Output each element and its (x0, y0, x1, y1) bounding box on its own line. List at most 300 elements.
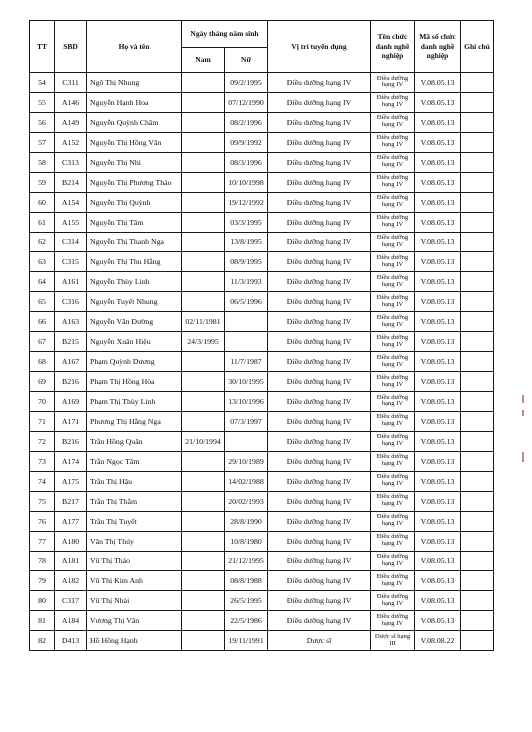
row-birth-female: 13/8/1995 (225, 232, 268, 252)
row-position: Điều dưỡng hạng IV (268, 551, 371, 571)
row-sbd: D413 (55, 631, 87, 651)
row-note (461, 611, 494, 631)
row-code: V.08.05.13 (415, 112, 461, 132)
row-code: V.08.05.13 (415, 272, 461, 292)
row-code: V.08.05.13 (415, 92, 461, 112)
row-note (461, 292, 494, 312)
table-row (30, 132, 494, 152)
row-sbd: A146 (55, 92, 87, 112)
row-code: V.08.05.13 (415, 491, 461, 511)
row-code: V.08.05.13 (415, 332, 461, 352)
row-sbd: C315 (55, 252, 87, 272)
row-birth-female: 19/11/1991 (225, 631, 268, 651)
row-title: Điều dưỡng hạng IV (371, 152, 415, 172)
row-position: Điều dưỡng hạng IV (268, 272, 371, 292)
table-row (30, 352, 494, 372)
table-row (30, 471, 494, 491)
table-row (30, 531, 494, 551)
col-header-tt: TT (30, 21, 55, 73)
table-row (30, 332, 494, 352)
row-birth-female: 07/3/1997 (225, 411, 268, 431)
row-title: Điều dưỡng hạng IV (371, 332, 415, 352)
row-tt: 57 (30, 132, 55, 152)
row-name: Phương Thị Hằng Nga (87, 411, 182, 431)
row-title: Điều dưỡng hạng IV (371, 431, 415, 451)
row-birth-male (182, 172, 225, 192)
row-title: Điều dưỡng hạng IV (371, 471, 415, 491)
row-title: Điều dưỡng hạng IV (371, 591, 415, 611)
row-position: Điều dưỡng hạng IV (268, 352, 371, 372)
row-title: Điều dưỡng hạng IV (371, 531, 415, 551)
row-birth-female: 26/5/1995 (225, 591, 268, 611)
table-row (30, 392, 494, 412)
row-position: Điều dưỡng hạng IV (268, 192, 371, 212)
row-code: V.08.05.13 (415, 352, 461, 372)
row-code: V.08.05.13 (415, 591, 461, 611)
col-header-code: Mã số chức danh nghề nghiệp (415, 21, 461, 73)
row-birth-female: 06/5/1996 (225, 292, 268, 312)
col-header-note: Ghi chú (461, 21, 494, 73)
row-birth-female: 14/02/1988 (225, 471, 268, 491)
row-position: Điều dưỡng hạng IV (268, 531, 371, 551)
row-tt: 60 (30, 192, 55, 212)
row-birth-male (182, 132, 225, 152)
row-birth-male (182, 352, 225, 372)
row-note (461, 631, 494, 651)
row-note (461, 232, 494, 252)
row-note (461, 352, 494, 372)
row-birth-male (182, 591, 225, 611)
row-position: Điều dưỡng hạng IV (268, 252, 371, 272)
table-row (30, 312, 494, 332)
row-name: Trần Thị Tuyết (87, 511, 182, 531)
row-position: Điều dưỡng hạng IV (268, 571, 371, 591)
row-note (461, 212, 494, 232)
row-position: Điều dưỡng hạng IV (268, 392, 371, 412)
col-header-male: Nam (182, 48, 225, 73)
row-position: Điều dưỡng hạng IV (268, 292, 371, 312)
row-name: Nguyễn Văn Đường (87, 312, 182, 332)
row-title: Điều dưỡng hạng IV (371, 451, 415, 471)
scan-edge-mark (522, 410, 524, 416)
row-birth-female: 08/2/1996 (225, 112, 268, 132)
table-row (30, 451, 494, 471)
row-tt: 74 (30, 471, 55, 491)
row-birth-male (182, 152, 225, 172)
table-row (30, 511, 494, 531)
row-tt: 68 (30, 352, 55, 372)
row-name: Trần Thị Thắm (87, 491, 182, 511)
row-birth-female: 21/12/1995 (225, 551, 268, 571)
row-position: Điều dưỡng hạng IV (268, 232, 371, 252)
row-sbd: A171 (55, 411, 87, 431)
row-sbd: C317 (55, 591, 87, 611)
row-birth-male (182, 611, 225, 631)
row-note (461, 411, 494, 431)
row-name: Nguyễn Tuyết Nhung (87, 292, 182, 312)
row-note (461, 73, 494, 93)
row-code: V.08.05.13 (415, 372, 461, 392)
row-title: Điều dưỡng hạng IV (371, 272, 415, 292)
row-birth-female: 20/02/1993 (225, 491, 268, 511)
table-row (30, 431, 494, 451)
row-birth-female: 10/10/1998 (225, 172, 268, 192)
row-note (461, 431, 494, 451)
row-note (461, 531, 494, 551)
row-note (461, 591, 494, 611)
table-row (30, 591, 494, 611)
row-birth-male (182, 92, 225, 112)
row-birth-male (182, 252, 225, 272)
row-name: Nguyễn Xuân Hiệu (87, 332, 182, 352)
row-name: Hồ Hồng Hạnh (87, 631, 182, 651)
row-code: V.08.05.13 (415, 611, 461, 631)
row-tt: 82 (30, 631, 55, 651)
row-birth-male (182, 112, 225, 132)
row-note (461, 132, 494, 152)
row-name: Vũ Thị Kim Anh (87, 571, 182, 591)
row-birth-male (182, 411, 225, 431)
row-name: Phạm Quỳnh Dương (87, 352, 182, 372)
row-tt: 63 (30, 252, 55, 272)
col-header-birth-group: Ngày tháng năm sinh (182, 21, 268, 48)
row-note (461, 551, 494, 571)
row-code: V.08.05.13 (415, 571, 461, 591)
row-name: Phạm Thị Thùy Linh (87, 392, 182, 412)
row-position: Điều dưỡng hạng IV (268, 511, 371, 531)
row-position: Điều dưỡng hạng IV (268, 92, 371, 112)
row-title: Điều dưỡng hạng IV (371, 172, 415, 192)
row-note (461, 152, 494, 172)
row-tt: 78 (30, 551, 55, 571)
row-note (461, 491, 494, 511)
row-title: Điều dưỡng hạng IV (371, 192, 415, 212)
row-birth-male (182, 192, 225, 212)
row-tt: 72 (30, 431, 55, 451)
row-sbd: A152 (55, 132, 87, 152)
table-row (30, 611, 494, 631)
row-position: Điều dưỡng hạng IV (268, 411, 371, 431)
row-position: Điều dưỡng hạng IV (268, 132, 371, 152)
row-sbd: B214 (55, 172, 87, 192)
row-birth-female: 11/3/1993 (225, 272, 268, 292)
row-birth-male (182, 73, 225, 93)
row-sbd: C313 (55, 152, 87, 172)
row-position: Điều dưỡng hạng IV (268, 152, 371, 172)
row-tt: 54 (30, 73, 55, 93)
row-tt: 71 (30, 411, 55, 431)
row-tt: 62 (30, 232, 55, 252)
row-title: Điều dưỡng hạng IV (371, 352, 415, 372)
row-code: V.08.08.22 (415, 631, 461, 651)
row-note (461, 511, 494, 531)
row-birth-male: 21/10/1994 (182, 431, 225, 451)
row-code: V.08.05.13 (415, 531, 461, 551)
col-header-name: Họ và tên (87, 21, 182, 73)
row-position: Điều dưỡng hạng IV (268, 372, 371, 392)
row-birth-female: 07/12/1990 (225, 92, 268, 112)
row-position: Điều dưỡng hạng IV (268, 172, 371, 192)
row-note (461, 372, 494, 392)
row-title: Điều dưỡng hạng IV (371, 132, 415, 152)
row-code: V.08.05.13 (415, 411, 461, 431)
row-position: Điều dưỡng hạng IV (268, 212, 371, 232)
row-name: Nguyễn Thị Thanh Nga (87, 232, 182, 252)
row-title: Điều dưỡng hạng IV (371, 392, 415, 412)
row-sbd: A167 (55, 352, 87, 372)
row-birth-male (182, 551, 225, 571)
row-sbd: A175 (55, 471, 87, 491)
row-code: V.08.05.13 (415, 392, 461, 412)
row-position: Dược sĩ (268, 631, 371, 651)
col-header-sbd: SBD (55, 21, 87, 73)
row-note (461, 392, 494, 412)
row-name: Vũ Thị Nhài (87, 591, 182, 611)
col-header-position: Vị trí tuyển dụng (268, 21, 371, 73)
row-birth-female: 29/10/1989 (225, 451, 268, 471)
row-sbd: B216 (55, 372, 87, 392)
row-note (461, 172, 494, 192)
row-code: V.08.05.13 (415, 511, 461, 531)
row-sbd: A181 (55, 551, 87, 571)
row-code: V.08.05.13 (415, 451, 461, 471)
row-name: Vũ Thị Thảo (87, 551, 182, 571)
row-name: Nguyễn Thị Thu Hằng (87, 252, 182, 272)
row-title: Điều dưỡng hạng IV (371, 312, 415, 332)
row-sbd: A154 (55, 192, 87, 212)
row-position: Điều dưỡng hạng IV (268, 491, 371, 511)
table-row (30, 551, 494, 571)
row-position: Điều dưỡng hạng IV (268, 471, 371, 491)
row-sbd: C314 (55, 232, 87, 252)
row-sbd: B215 (55, 332, 87, 352)
row-code: V.08.05.13 (415, 312, 461, 332)
table-row (30, 152, 494, 172)
row-title: Điều dưỡng hạng IV (371, 511, 415, 531)
scan-edge-mark (522, 452, 524, 462)
row-name: Trần Hồng Quân (87, 431, 182, 451)
row-title: Điều dưỡng hạng IV (371, 611, 415, 631)
table-row (30, 232, 494, 252)
table-row (30, 112, 494, 132)
row-title: Điều dưỡng hạng IV (371, 491, 415, 511)
row-name: Ngô Thị Nhung (87, 73, 182, 93)
row-birth-female: 28/8/1990 (225, 511, 268, 531)
row-name: Văn Thị Thúy (87, 531, 182, 551)
row-sbd: A174 (55, 451, 87, 471)
row-title: Điều dưỡng hạng IV (371, 411, 415, 431)
row-birth-male (182, 212, 225, 232)
row-code: V.08.05.13 (415, 73, 461, 93)
row-birth-male (182, 292, 225, 312)
row-tt: 59 (30, 172, 55, 192)
row-title: Điều dưỡng hạng IV (371, 292, 415, 312)
row-code: V.08.05.13 (415, 292, 461, 312)
row-position: Điều dưỡng hạng IV (268, 73, 371, 93)
row-birth-female: 09/2/1995 (225, 73, 268, 93)
row-title: Điều dưỡng hạng IV (371, 571, 415, 591)
row-birth-male (182, 372, 225, 392)
row-tt: 73 (30, 451, 55, 471)
row-sbd: A155 (55, 212, 87, 232)
row-sbd: B216 (55, 431, 87, 451)
row-tt: 80 (30, 591, 55, 611)
row-code: V.08.05.13 (415, 212, 461, 232)
row-note (461, 571, 494, 591)
row-birth-female: 19/12/1992 (225, 192, 268, 212)
table-row (30, 571, 494, 591)
row-note (461, 451, 494, 471)
row-sbd: C316 (55, 292, 87, 312)
candidate-table (29, 20, 494, 651)
row-birth-female: 10/8/1980 (225, 531, 268, 551)
row-sbd: A169 (55, 392, 87, 412)
row-birth-female (225, 431, 268, 451)
row-birth-female: 11/7/1987 (225, 352, 268, 372)
row-note (461, 272, 494, 292)
row-tt: 70 (30, 392, 55, 412)
row-name: Nguyễn Hạnh Hoa (87, 92, 182, 112)
table-row (30, 411, 494, 431)
table-row (30, 292, 494, 312)
row-code: V.08.05.13 (415, 431, 461, 451)
row-note (461, 192, 494, 212)
row-birth-male (182, 571, 225, 591)
row-sbd: A182 (55, 571, 87, 591)
row-code: V.08.05.13 (415, 551, 461, 571)
row-code: V.08.05.13 (415, 252, 461, 272)
table-row (30, 491, 494, 511)
row-title: Dược sĩ hạng III (371, 631, 415, 651)
table-row (30, 192, 494, 212)
col-header-female: Nữ (225, 48, 268, 73)
row-birth-female: 08/3/1996 (225, 152, 268, 172)
row-sbd: A161 (55, 272, 87, 292)
row-birth-male (182, 511, 225, 531)
row-birth-female: 03/3/1995 (225, 212, 268, 232)
row-sbd: B217 (55, 491, 87, 511)
row-birth-female: 13/10/1996 (225, 392, 268, 412)
col-header-title: Tên chức danh nghề nghiệp (371, 21, 415, 73)
row-birth-male (182, 631, 225, 651)
row-title: Điều dưỡng hạng IV (371, 232, 415, 252)
row-note (461, 92, 494, 112)
row-code: V.08.05.13 (415, 471, 461, 491)
row-title: Điều dưỡng hạng IV (371, 372, 415, 392)
row-birth-male (182, 491, 225, 511)
row-name: Nguyễn Thị Phương Thảo (87, 172, 182, 192)
row-tt: 76 (30, 511, 55, 531)
row-tt: 64 (30, 272, 55, 292)
row-code: V.08.05.13 (415, 132, 461, 152)
row-name: Nguyễn Quỳnh Châm (87, 112, 182, 132)
row-position: Điều dưỡng hạng IV (268, 591, 371, 611)
row-sbd: C311 (55, 73, 87, 93)
row-birth-male: 24/3/1995 (182, 332, 225, 352)
scan-edge-mark (522, 395, 524, 403)
row-code: V.08.05.13 (415, 152, 461, 172)
row-note (461, 332, 494, 352)
row-position: Điều dưỡng hạng IV (268, 112, 371, 132)
row-birth-female (225, 312, 268, 332)
row-code: V.08.05.13 (415, 232, 461, 252)
row-birth-female: 09/9/1992 (225, 132, 268, 152)
row-note (461, 471, 494, 491)
row-code: V.08.05.13 (415, 172, 461, 192)
row-sbd: A180 (55, 531, 87, 551)
row-name: Vương Thị Vân (87, 611, 182, 631)
row-position: Điều dưỡng hạng IV (268, 312, 371, 332)
table-row (30, 212, 494, 232)
row-birth-male (182, 232, 225, 252)
row-name: Phạm Thị Hồng Hòa (87, 372, 182, 392)
row-birth-female: 08/8/1988 (225, 571, 268, 591)
row-birth-female: 08/9/1995 (225, 252, 268, 272)
row-sbd: A163 (55, 312, 87, 332)
row-note (461, 112, 494, 132)
row-tt: 75 (30, 491, 55, 511)
row-name: Trần Ngọc Tâm (87, 451, 182, 471)
row-name: Nguyễn Thị Hồng Vân (87, 132, 182, 152)
row-title: Điều dưỡng hạng IV (371, 92, 415, 112)
row-birth-female (225, 332, 268, 352)
table-row (30, 631, 494, 651)
table-row (30, 372, 494, 392)
row-title: Điều dưỡng hạng IV (371, 252, 415, 272)
row-birth-male (182, 531, 225, 551)
row-position: Điều dưỡng hạng IV (268, 451, 371, 471)
row-birth-male (182, 471, 225, 491)
row-tt: 65 (30, 292, 55, 312)
row-tt: 69 (30, 372, 55, 392)
row-name: Nguyễn Thị Quỳnh (87, 192, 182, 212)
row-title: Điều dưỡng hạng IV (371, 212, 415, 232)
row-name: Trần Thị Hậu (87, 471, 182, 491)
row-note (461, 312, 494, 332)
row-code: V.08.05.13 (415, 192, 461, 212)
row-tt: 66 (30, 312, 55, 332)
row-name: Nguyễn Thị Tâm (87, 212, 182, 232)
row-birth-male (182, 451, 225, 471)
row-position: Điều dưỡng hạng IV (268, 332, 371, 352)
row-tt: 79 (30, 571, 55, 591)
row-name: Nguyễn Thùy Linh (87, 272, 182, 292)
row-tt: 61 (30, 212, 55, 232)
row-sbd: A149 (55, 112, 87, 132)
row-sbd: A184 (55, 611, 87, 631)
row-tt: 56 (30, 112, 55, 132)
table-row (30, 73, 494, 93)
row-tt: 67 (30, 332, 55, 352)
row-note (461, 252, 494, 272)
row-tt: 55 (30, 92, 55, 112)
table-row (30, 252, 494, 272)
row-birth-male: 02/11/1981 (182, 312, 225, 332)
row-birth-male (182, 272, 225, 292)
row-name: Nguyễn Thị Nhi (87, 152, 182, 172)
table-row (30, 172, 494, 192)
table-row (30, 272, 494, 292)
row-tt: 58 (30, 152, 55, 172)
table-row (30, 92, 494, 112)
row-birth-male (182, 392, 225, 412)
row-position: Điều dưỡng hạng IV (268, 431, 371, 451)
row-sbd: A177 (55, 511, 87, 531)
row-tt: 81 (30, 611, 55, 631)
row-position: Điều dưỡng hạng IV (268, 611, 371, 631)
row-title: Điều dưỡng hạng IV (371, 551, 415, 571)
row-birth-female: 22/5/1986 (225, 611, 268, 631)
